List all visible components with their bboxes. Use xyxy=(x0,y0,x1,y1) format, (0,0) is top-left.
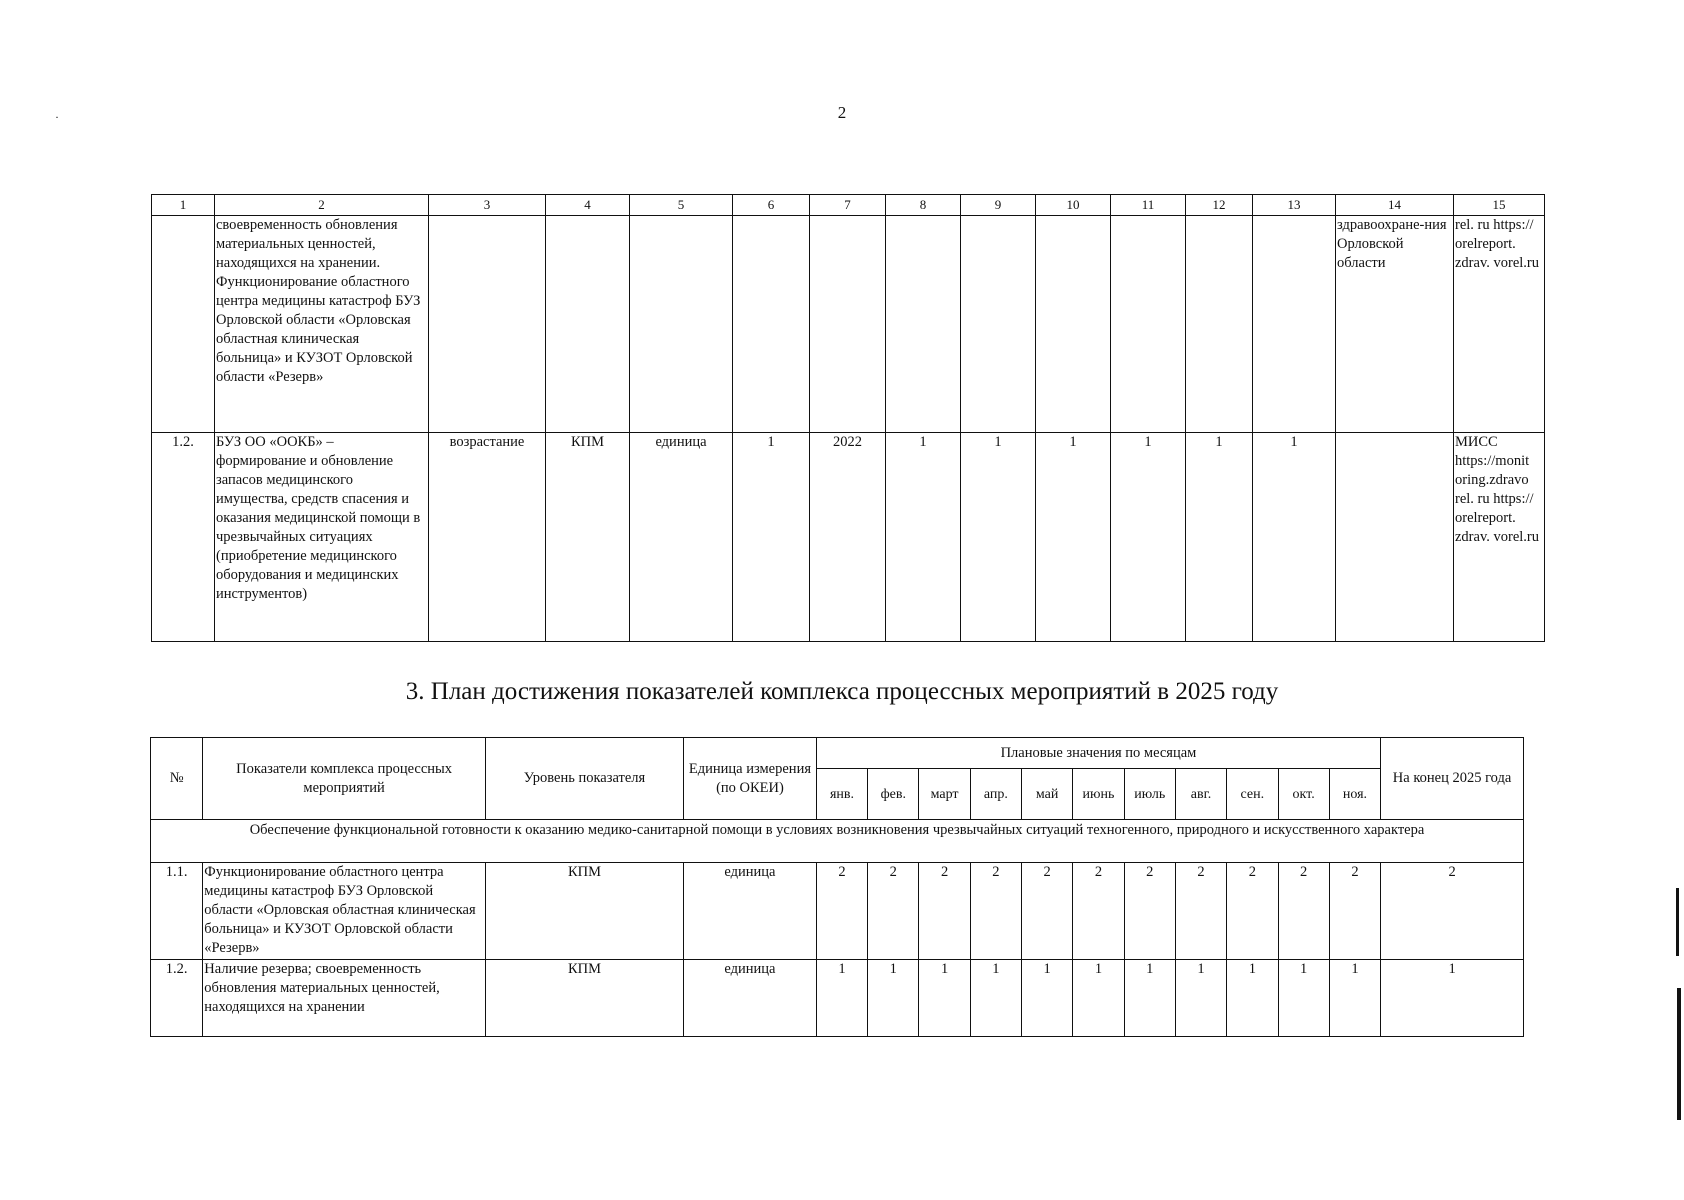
row-number: 1.2. xyxy=(152,433,215,642)
cell xyxy=(1036,216,1111,433)
month-apr: апр. xyxy=(970,769,1021,820)
unit-cell: единица xyxy=(630,433,733,642)
month-mar: март xyxy=(919,769,970,820)
month-value: 1 xyxy=(970,960,1021,1037)
col-number: 8 xyxy=(886,195,961,216)
level-cell: КПМ xyxy=(485,863,683,960)
value-cell: 1 xyxy=(1253,433,1336,642)
cell xyxy=(886,216,961,433)
month-value: 2 xyxy=(1073,863,1124,960)
year-end-value: 1 xyxy=(1381,960,1524,1037)
col-number: 11 xyxy=(1111,195,1186,216)
table-row xyxy=(152,433,1545,642)
month-jan: янв. xyxy=(816,769,867,820)
month-value: 1 xyxy=(1278,960,1329,1037)
cell xyxy=(1111,216,1186,433)
col-number: 13 xyxy=(1253,195,1336,216)
col-number: 15 xyxy=(1454,195,1545,216)
month-value: 1 xyxy=(1073,960,1124,1037)
cell xyxy=(630,216,733,433)
month-value: 2 xyxy=(970,863,1021,960)
month-value: 1 xyxy=(1329,960,1380,1037)
value-cell: 1 xyxy=(961,433,1036,642)
row-number xyxy=(152,216,215,433)
month-value: 1 xyxy=(816,960,867,1037)
value-cell: 1 xyxy=(886,433,961,642)
month-may: май xyxy=(1022,769,1073,820)
indicator-name: Функционирование областного центра медицины катастроф БУЗ Орловской области «Орловская областная клиническая больница» и КУЗОТ Орловской области «Резерв» xyxy=(203,863,486,960)
col-number: 6 xyxy=(733,195,810,216)
month-value: 1 xyxy=(1022,960,1073,1037)
header-level: Уровень показателя xyxy=(485,738,683,820)
unit-cell: единица xyxy=(684,863,817,960)
responsible-cell: здравоохране-ния Орловской области xyxy=(1336,216,1454,433)
table-row xyxy=(151,960,1524,1037)
responsible-cell xyxy=(1336,433,1454,642)
col-number: 2 xyxy=(215,195,429,216)
month-value: 1 xyxy=(1175,960,1226,1037)
month-value: 2 xyxy=(1278,863,1329,960)
scan-dot: · xyxy=(55,110,59,124)
month-value: 2 xyxy=(1022,863,1073,960)
col-number: 1 xyxy=(152,195,215,216)
month-value: 2 xyxy=(919,863,970,960)
level-cell: КПМ xyxy=(485,960,683,1037)
cell xyxy=(546,216,630,433)
cell xyxy=(961,216,1036,433)
header-year-end: На конец 2025 года xyxy=(1381,738,1524,820)
group-title: Обеспечение функциональной готовности к оказанию медико-санитарной помощи в условиях возникновения чрезвычайных ситуаций техногенного, природного и искусственного характера xyxy=(151,820,1524,863)
base-value-cell: 1 xyxy=(733,433,810,642)
month-value: 2 xyxy=(1329,863,1380,960)
col-number: 10 xyxy=(1036,195,1111,216)
month-value: 1 xyxy=(919,960,970,1037)
source-cell: rel. ru https:// orelreport. zdrav. vorel.ru xyxy=(1454,216,1545,433)
month-jun: июнь xyxy=(1073,769,1124,820)
month-oct: окт. xyxy=(1278,769,1329,820)
cell xyxy=(429,216,546,433)
group-title-row xyxy=(151,820,1524,863)
table-row xyxy=(151,863,1524,960)
value-cell: 1 xyxy=(1186,433,1253,642)
base-year-cell: 2022 xyxy=(810,433,886,642)
indicator-name: БУЗ ОО «ООКБ» – формирование и обновление запасов медицинского имущества, средств спасения и оказания медицинской помощи в чрезвычайных ситуациях (приобретение медицинского оборудования и медицинских инструментов) xyxy=(215,433,429,642)
cell xyxy=(733,216,810,433)
section-title: 3. План достижения показателей комплекса процессных мероприятий в 2025 году xyxy=(405,678,1279,705)
month-value: 2 xyxy=(1227,863,1278,960)
row-number: 1.1. xyxy=(151,863,203,960)
col-number: 5 xyxy=(630,195,733,216)
page-number: 2 xyxy=(837,103,847,122)
value-cell: 1 xyxy=(1036,433,1111,642)
month-aug: авг. xyxy=(1175,769,1226,820)
col-number: 12 xyxy=(1186,195,1253,216)
header-monthly: Плановые значения по месяцам xyxy=(816,738,1380,769)
row-number: 1.2. xyxy=(151,960,203,1037)
indicators-table-continuation xyxy=(151,194,1545,642)
month-value: 1 xyxy=(1227,960,1278,1037)
header-num: № xyxy=(151,738,203,820)
direction-cell: возрастание xyxy=(429,433,546,642)
month-nov: ноя. xyxy=(1329,769,1380,820)
scan-edge-mark xyxy=(1676,888,1679,956)
cell xyxy=(810,216,886,433)
header-unit: Единица измерения (по ОКЕИ) xyxy=(684,738,817,820)
year-end-value: 2 xyxy=(1381,863,1524,960)
month-feb: фев. xyxy=(868,769,919,820)
col-number: 4 xyxy=(546,195,630,216)
month-value: 1 xyxy=(1124,960,1175,1037)
unit-cell: единица xyxy=(684,960,817,1037)
level-cell: КПМ xyxy=(546,433,630,642)
cell xyxy=(1186,216,1253,433)
indicator-name: Наличие резерва; своевременность обновления материальных ценностей, находящихся на хранении xyxy=(203,960,486,1037)
indicator-name: своевременность обновления материальных ценностей, находящихся на хранении. Функционирование областного центра медицины катастроф БУЗ Орловской области «Орловская областная клиническая больница» и КУЗОТ Орловской области «Резерв» xyxy=(215,216,429,433)
col-number: 7 xyxy=(810,195,886,216)
monthly-plan-table xyxy=(150,737,1524,1037)
source-cell: МИСС https://monit oring.zdravo rel. ru https:// orelreport. zdrav. vorel.ru xyxy=(1454,433,1545,642)
cell xyxy=(1253,216,1336,433)
col-number: 9 xyxy=(961,195,1036,216)
month-value: 1 xyxy=(868,960,919,1037)
value-cell: 1 xyxy=(1111,433,1186,642)
month-value: 2 xyxy=(868,863,919,960)
col-number: 3 xyxy=(429,195,546,216)
header-indicators: Показатели комплекса процессных мероприятий xyxy=(203,738,486,820)
header-row xyxy=(151,738,1524,769)
month-value: 2 xyxy=(1175,863,1226,960)
month-value: 2 xyxy=(816,863,867,960)
column-number-row xyxy=(152,195,1545,216)
table-row xyxy=(152,216,1545,433)
month-jul: июль xyxy=(1124,769,1175,820)
scan-edge-mark xyxy=(1677,988,1681,1120)
month-value: 2 xyxy=(1124,863,1175,960)
month-sep: сен. xyxy=(1227,769,1278,820)
col-number: 14 xyxy=(1336,195,1454,216)
